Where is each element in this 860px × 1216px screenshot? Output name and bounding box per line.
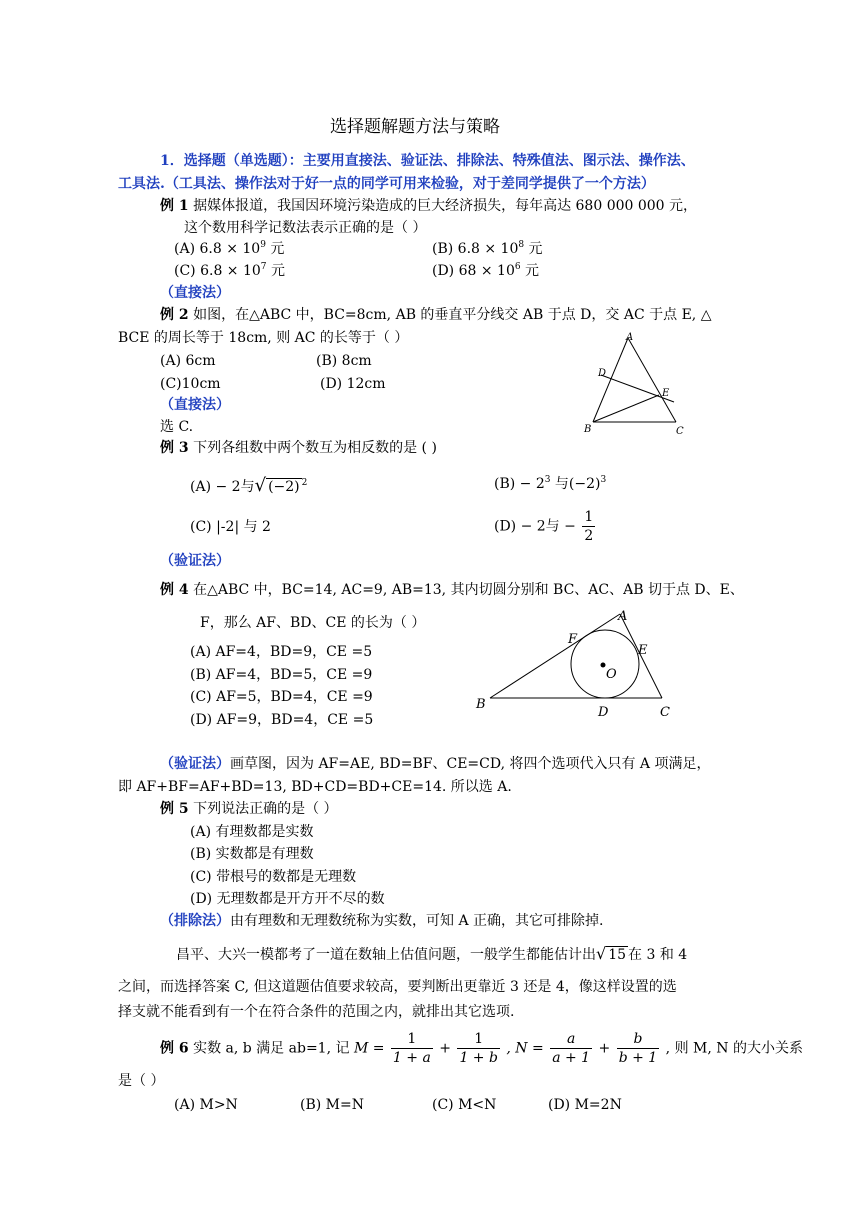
paragraph-line1: 昌平、大兴一模都考了一道在数轴上估值问题，一般学生都能估计出√ 15 在 3 和 4 (176, 944, 688, 963)
example-3-option-a: (A) − 2与√ (−2) $^2$ (190, 475, 308, 496)
fig2-label-d: D (598, 368, 607, 379)
example-5-label: 例 5 (160, 801, 189, 817)
example-3-label: 例 3 (160, 440, 189, 456)
example-1-option-d: (D) $68 \times 10^6$ 元 (432, 262, 540, 279)
example-6-option-d: (D) M=2N (548, 1097, 622, 1113)
page-title: 选择题解题方法与策略 (330, 117, 500, 137)
example-1-text2: 这个数用科学记数法表示正确的是（ ） (184, 220, 427, 236)
example-1-label: 例 1 (160, 198, 189, 214)
fig2-label-e: E (662, 388, 670, 399)
fig2-label-c: C (676, 426, 684, 437)
example-1-text1: 据媒体报道，我国因环境污染造成的巨大经济损失，每年高达 680 000 000 元， (193, 198, 698, 214)
example-3-line (160, 440, 437, 456)
section-heading-line1: 1．选择题（单选题）：主要用直接法、验证法、排除法、特殊值法、图示法、操作法、 (160, 153, 695, 169)
fig4-label-f: F (568, 632, 578, 647)
example-5-line (160, 801, 338, 817)
example-6-option-b: (B) M=N (300, 1097, 364, 1113)
example-4-explain2: 即 AF+BF=AF+BD=13, BD+CD=BD+CE=14. 所以选 A. (118, 779, 512, 795)
example-2-line1 (160, 307, 711, 323)
example-6-line1: 例 6 实数 a, b 满足 ab=1, 记 M = $\frac{1}{1 + a}$ + $\frac{1}{1 + b}$ , N = $\frac{a}{a + 1}$ + $\frac{b}{b + 1}$ , 则 M, N 的大小关系 (160, 1031, 803, 1066)
example-4-text2: F，那么 AF、BD、CE 的长为（ ） (200, 615, 426, 631)
fig4-label-o: O (606, 667, 617, 682)
example-5-option-a: (A) 有理数都是实数 (190, 824, 314, 840)
example-3-text: 下列各组数中两个数互为相反数的是 ( ) (193, 440, 437, 456)
fig4-label-a: A (618, 609, 628, 624)
example-1-option-c: (C) $6.8 \times 10^7$ 元 (174, 262, 285, 279)
example-2-text2: BCE 的周长等于 18cm, 则 AC 的长等于（ ） (118, 330, 409, 346)
example-5-explain: （排除法）由有理数和无理数统称为实数，可知 A 正确，其它可排除掉. (160, 913, 604, 929)
example-5-text: 下列说法正确的是（ ） (193, 801, 338, 817)
fig2-label-b: B (584, 424, 592, 435)
incircle-figure-ex4 (470, 606, 690, 720)
example-1-line1 (160, 198, 697, 214)
triangle-figure-ex2 (576, 330, 686, 440)
example-4-text1: 在△ABC 中，BC=14, AC=9, AB=13, 其内切圆分别和 BC、AC、AB 切于点 D、E、 (193, 582, 744, 598)
example-2-option-a: (A) 6cm (160, 353, 216, 369)
example-4-option-a: (A) AF=4，BD=9，CE =5 (190, 644, 373, 660)
example-1-option-a: (A) $6.8 \times 10^9$ 元 (174, 240, 285, 257)
example-2-label: 例 2 (160, 307, 189, 323)
example-3-option-b: $(B) - 2^3$ 与$(-2)^3$ (494, 475, 607, 492)
example-3-method: （验证法） (160, 553, 230, 569)
example-4-option-c: (C) AF=5，BD=4，CE =9 (190, 689, 373, 705)
example-6-text2: 是（ ） (118, 1073, 165, 1089)
example-2-option-d: (D) 12cm (320, 376, 386, 392)
example-3-option-d: (D) − 2与 − $\frac{1}{2}$ (494, 509, 594, 544)
example-1-method: （直接法） (160, 285, 230, 301)
example-2-method: （直接法） (160, 397, 230, 413)
example-5-option-b: (B) 实数都是有理数 (190, 846, 314, 862)
example-4-explain1: （验证法）画草图，因为 AF=AE, BD=BF、CE=CD, 将四个选项代入只有 A 项满足， (160, 756, 711, 772)
fig4-label-b: B (476, 697, 486, 712)
example-6-option-a: (A) M>N (174, 1097, 238, 1113)
example-4-method: （验证法） (160, 756, 230, 772)
example-6-label: 例 6 (160, 1040, 189, 1057)
example-2-option-c: (C)10cm (160, 376, 221, 392)
example-5-option-d: (D) 无理数都是开方开不尽的数 (190, 891, 385, 907)
example-2-option-b: (B) 8cm (316, 353, 372, 369)
example-5-method: （排除法） (160, 913, 230, 929)
example-6-option-c: (C) M<N (432, 1097, 497, 1113)
fig4-label-d: D (598, 705, 609, 720)
section-heading-line2: 工具法.（工具法、操作法对于好一点的同学可用来检验，对于差同学提供了一个方法） (118, 176, 655, 192)
paragraph-line2: 之间，而选择答案 C, 但这道题估值要求较高，要判断出更靠近 3 还是 4，像这样设置的选 (118, 979, 677, 995)
fig4-label-e: E (638, 643, 648, 658)
example-1-option-b: (B) $6.8 \times 10^8$ 元 (432, 240, 543, 257)
example-2-answer: 选 C. (160, 419, 194, 435)
example-4-option-d: (D) AF=9，BD=4，CE =5 (190, 712, 374, 728)
paragraph-line3: 择支就不能看到有一个在符合条件的范围之内，就排出其它选项. (118, 1004, 515, 1020)
example-2-text1: 如图，在△ABC 中，BC=8cm, AB 的垂直平分线交 AB 于点 D，交 AC 于点 E, △ (193, 307, 712, 323)
fig4-label-c: C (660, 705, 670, 720)
example-4-option-b: (B) AF=4，BD=5，CE =9 (190, 667, 373, 683)
fig2-label-a: A (626, 332, 634, 343)
example-4-label: 例 4 (160, 582, 189, 598)
example-3-option-c: (C) |-2| 与 2 (190, 519, 271, 535)
example-5-option-c: (C) 带根号的数都是无理数 (190, 869, 357, 885)
example-4-line1 (160, 582, 744, 598)
